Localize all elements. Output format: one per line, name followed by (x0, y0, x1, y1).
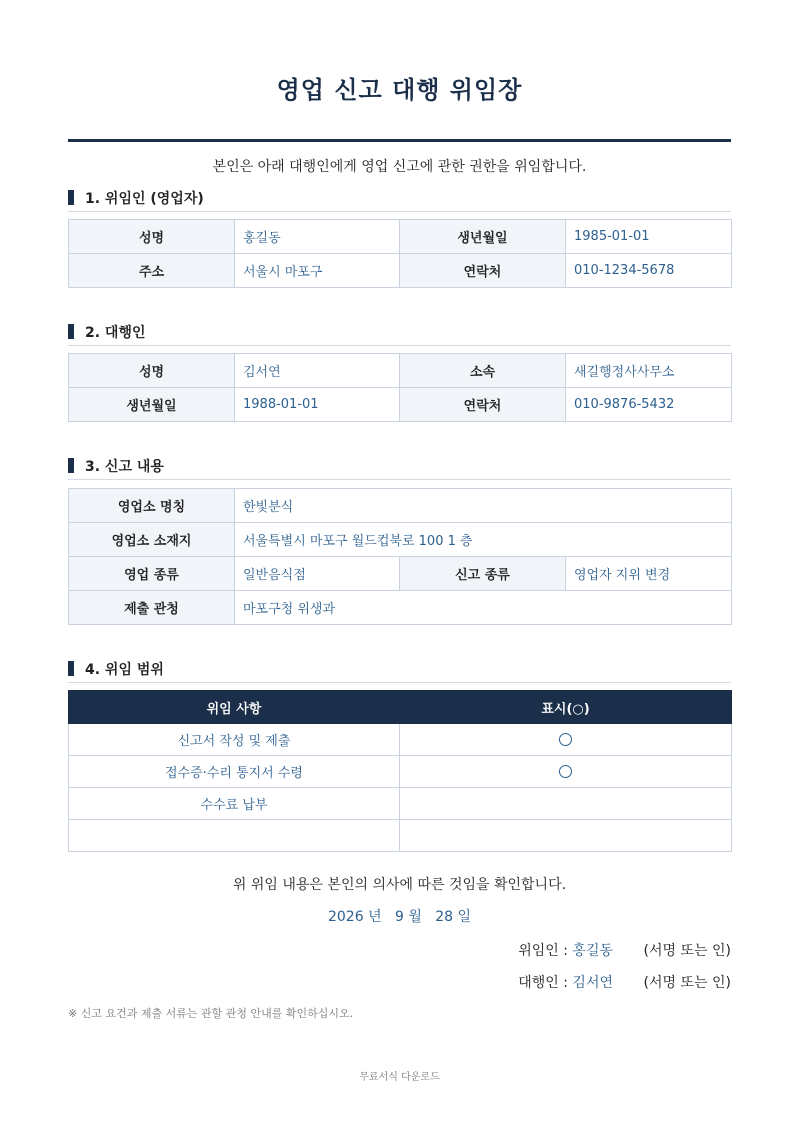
section-title: 3. 신고 내용 (85, 459, 164, 475)
section-heading-delegator (68, 187, 731, 212)
table-row (69, 354, 732, 388)
field-value: 1988-01-01 (235, 388, 400, 422)
field-label: 영업소 명칭 (69, 489, 235, 523)
table-row (69, 724, 732, 756)
seal-placeholder: (서명 또는 인) (643, 943, 731, 959)
table-row (69, 788, 732, 820)
report-table (68, 488, 732, 625)
signer-label: 대행인 : (518, 975, 568, 991)
field-value: 영업자 지위 변경 (566, 557, 732, 591)
signer-block (518, 940, 613, 960)
section-title: 4. 위임 범위 (85, 662, 164, 678)
column-header: 표시(○) (400, 691, 732, 724)
signer-name: 김서연 (572, 975, 613, 991)
scope-task (69, 820, 400, 852)
section-marker (68, 661, 74, 676)
table-row (69, 756, 732, 788)
field-label: 소속 (400, 354, 566, 388)
date-month: 9 (394, 909, 404, 925)
date-month-unit: 월 (408, 909, 422, 925)
field-label: 연락처 (400, 388, 566, 422)
confirmation-text: 위 위임 내용은 본인의 의사에 따른 것임을 확인합니다. (232, 877, 567, 893)
date-year: 2026 (327, 909, 364, 925)
field-value: 1985-01-01 (566, 220, 732, 254)
field-label: 생년월일 (400, 220, 566, 254)
date-year-unit: 년 (368, 909, 382, 925)
field-label: 제출 관청 (69, 591, 235, 625)
field-label: 성명 (69, 354, 235, 388)
field-value: 010-9876-5432 (566, 388, 732, 422)
table-header-row (69, 691, 732, 724)
table-row (69, 220, 732, 254)
footnote: ※ 신고 요건과 제출 서류는 관할 관청 안내를 확인하십시오. (68, 1007, 354, 1020)
scope-table (68, 690, 732, 852)
field-label: 생년월일 (69, 388, 235, 422)
scope-mark-cell (400, 756, 732, 788)
field-label: 성명 (69, 220, 235, 254)
table-row (69, 557, 732, 591)
field-value: 한빛분식 (235, 489, 732, 523)
document-title: 영업 신고 대행 위임장 (276, 76, 523, 104)
title-divider (68, 139, 731, 142)
field-value: 서울특별시 마포구 월드컵북로 100 1 층 (235, 523, 732, 557)
signer-label: 위임인 : (518, 943, 568, 959)
section-title: 2. 대행인 (85, 325, 146, 341)
date-day: 28 (435, 909, 454, 925)
section-title: 1. 위임인 (영업자) (85, 191, 204, 207)
agent-table (68, 353, 732, 422)
table-row (69, 254, 732, 288)
scope-task: 접수증·수리 통지서 수령 (69, 756, 400, 788)
date-day-unit: 일 (457, 909, 472, 925)
section-heading-scope (68, 658, 731, 683)
scope-task: 신고서 작성 및 제출 (69, 724, 400, 756)
circle-mark-icon (559, 733, 572, 746)
table-row (69, 523, 732, 557)
scope-task: 수수료 납부 (69, 788, 400, 820)
field-label: 영업소 소재지 (69, 523, 235, 557)
field-value: 010-1234-5678 (566, 254, 732, 288)
section-heading-agent (68, 321, 731, 346)
field-label: 연락처 (400, 254, 566, 288)
column-header: 위임 사항 (69, 691, 400, 724)
signer-block (518, 972, 613, 992)
field-value: 서울시 마포구 (235, 254, 400, 288)
section-heading-report (68, 455, 731, 480)
seal-placeholder: (서명 또는 인) (643, 975, 731, 991)
field-value: 일반음식점 (235, 557, 400, 591)
scope-mark-cell (400, 820, 732, 852)
table-row (69, 591, 732, 625)
scope-mark-cell (400, 724, 732, 756)
scope-mark-cell (400, 788, 732, 820)
section-marker (68, 458, 74, 473)
circle-mark-icon (559, 765, 572, 778)
field-label: 주소 (69, 254, 235, 288)
section-marker (68, 190, 74, 205)
field-value: 김서연 (235, 354, 400, 388)
field-label: 신고 종류 (400, 557, 566, 591)
intro-text: 본인은 아래 대행인에게 영업 신고에 관한 권한을 위임합니다. (212, 159, 587, 175)
section-marker (68, 324, 74, 339)
field-value: 마포구청 위생과 (235, 591, 732, 625)
field-label: 영업 종류 (69, 557, 235, 591)
field-value: 홍길동 (235, 220, 400, 254)
field-value: 새길행정사사무소 (566, 354, 732, 388)
table-row (69, 388, 732, 422)
footer-text: 무료서식 다운로드 (359, 1072, 440, 1083)
signing-date (68, 906, 731, 926)
table-row (69, 489, 732, 523)
signer-name: 홍길동 (572, 943, 613, 959)
delegator-table (68, 219, 732, 288)
table-row (69, 820, 732, 852)
